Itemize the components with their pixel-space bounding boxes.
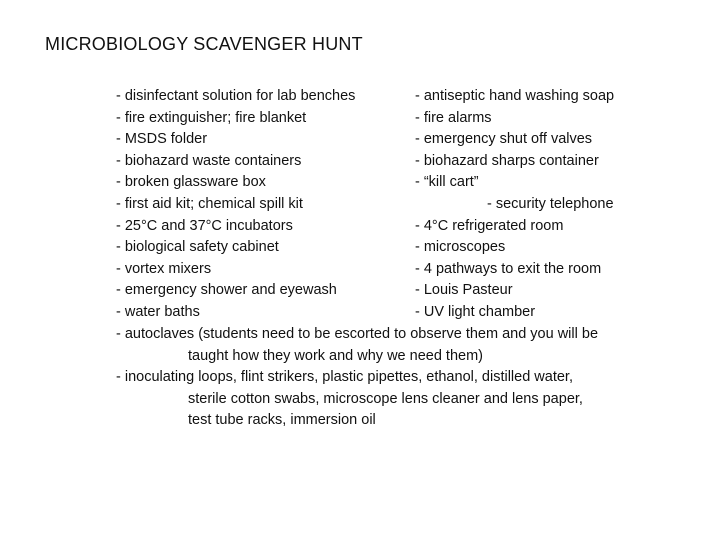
list-item: - biohazard sharps container bbox=[415, 152, 599, 169]
list-item: - emergency shower and eyewash bbox=[116, 282, 337, 299]
list-item: - 4°C refrigerated room bbox=[415, 217, 564, 234]
page-title: MICROBIOLOGY SCAVENGER HUNT bbox=[45, 34, 363, 54]
right-column-list bbox=[415, 86, 614, 324]
left-column-list bbox=[116, 86, 355, 324]
list-item: - Louis Pasteur bbox=[415, 282, 513, 299]
list-item-first-line: - inoculating loops, flint strikers, plastic pipettes, ethanol, distilled water, bbox=[116, 369, 573, 385]
list-item: - 25°C and 37°C incubators bbox=[116, 217, 293, 234]
list-item: - vortex mixers bbox=[116, 260, 212, 277]
wide-list-item-autoclaves bbox=[116, 324, 598, 367]
list-item: - antiseptic hand washing soap bbox=[415, 88, 615, 104]
list-item-continuation: taught how they work and why we need them) bbox=[188, 347, 483, 364]
list-item: - microscopes bbox=[415, 239, 506, 256]
list-item-first-line: - autoclaves (students need to be escorted to observe them and you will be bbox=[116, 326, 599, 342]
list-item: - MSDS folder bbox=[116, 131, 208, 148]
list-item: - 4 pathways to exit the room bbox=[415, 260, 602, 277]
list-item: - broken glassware box bbox=[116, 174, 266, 191]
list-item: - first aid kit; chemical spill kit bbox=[116, 195, 303, 212]
list-item: - biohazard waste containers bbox=[116, 152, 302, 169]
list-item: - water baths bbox=[116, 303, 200, 320]
list-item: - “kill cart” bbox=[415, 174, 479, 191]
list-item: - emergency shut off valves bbox=[415, 131, 593, 148]
list-item: - fire alarms bbox=[415, 109, 492, 126]
list-item: - fire extinguisher; fire blanket bbox=[116, 109, 307, 126]
list-item: - disinfectant solution for lab benches bbox=[116, 88, 356, 104]
list-item: - UV light chamber bbox=[415, 303, 536, 320]
wide-list-item-supplies bbox=[116, 367, 583, 432]
list-item-continuation: sterile cotton swabs, microscope lens cleaner and lens paper, bbox=[188, 390, 583, 407]
list-item: - security telephone bbox=[487, 195, 614, 212]
list-item: - biological safety cabinet bbox=[116, 239, 279, 256]
list-item-continuation: test tube racks, immersion oil bbox=[188, 412, 376, 429]
